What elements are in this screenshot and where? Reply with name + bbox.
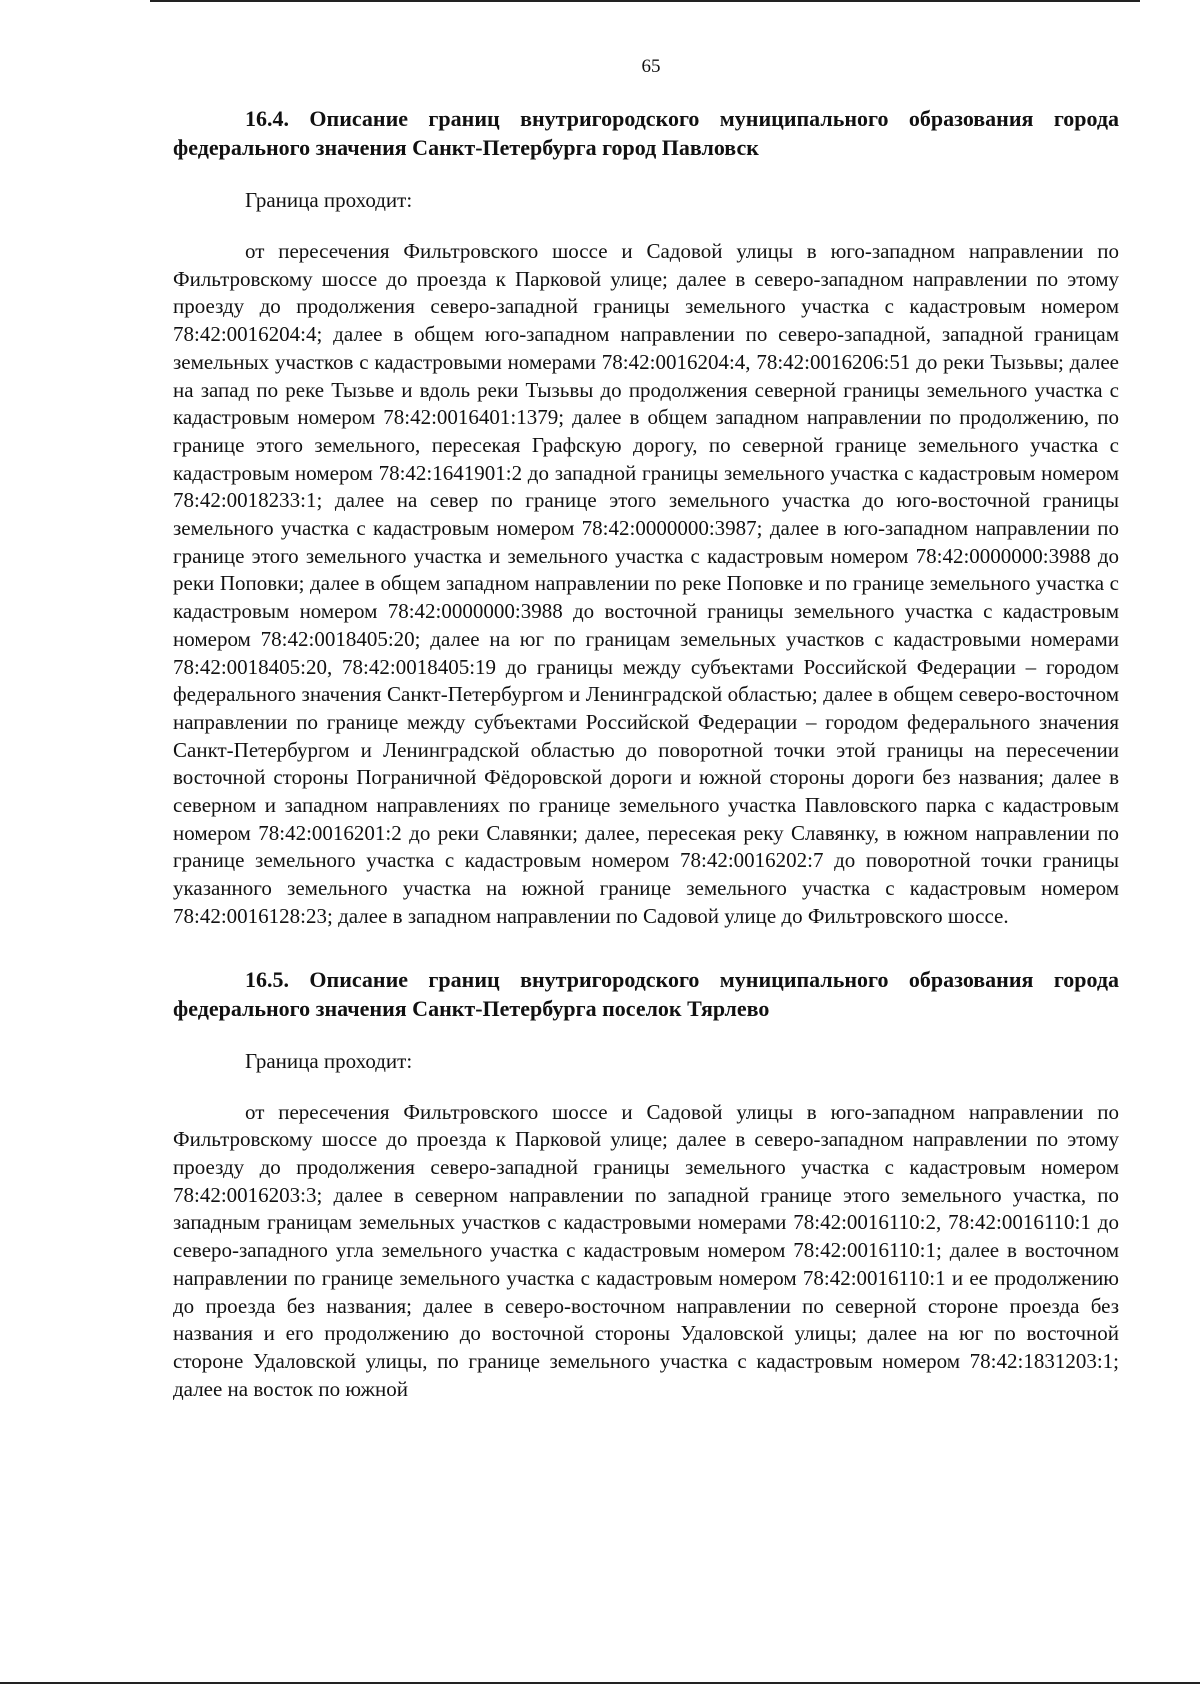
section-intro: Граница проходит: [245, 188, 413, 212]
document-page [173, 56, 1119, 1403]
section-intro: Граница проходит: [245, 1048, 413, 1073]
page-number: 65 [641, 56, 661, 77]
section-body: от пересечения Фильтровского шоссе и Садовой улицы в юго-западном направлении по Фильтровскому шоссе до проезда к Парковой улице; далее в северо-западном направлении по этому проезду до продолжения северо-западной границы земельного участка с кадастровым номером 78:42:0016203:3; далее в северном направлении по западной границе этого земельного участка, по западным границам земельных участков с кадастровыми номерами 78:42:0016110:2, 78:42:0016110:1 до северо-западного угла земельного участка с кадастровым номером 78:42:0016110:1; далее в восточном направлении по границе земельного участка с кадастровым номером 78:42:0016110:1 и ее продолжению до проезда без названия; далее в северо-восточном направлении по северной стороне проезда без названия и его продолжению до восточной стороны Удаловской улицы; далее на юг по восточной стороне Удаловской улицы, по границе земельного участка с кадастровым номером 78:42:1831203:1; далее на восток по южной [173, 1099, 1119, 1401]
section-16-4 [173, 104, 1119, 931]
section-16-5 [173, 965, 1119, 1404]
top-edge-line [150, 0, 1140, 2]
section-heading: 16.4. Описание границ внутригородского муниципального образования города федерального значения Санкт-Петербурга город Павловск [173, 106, 1119, 160]
bottom-edge-line [0, 1682, 1200, 1684]
section-body: от пересечения Фильтровского шоссе и Садовой улицы в юго-западном направлении по Фильтровскому шоссе до проезда к Парковой улице; далее в северо-западном направлении по этому проезду до продолжения северо-западной границы земельного участка с кадастровым номером 78:42:0016204:4; далее в общем юго-западном направлении по северо-западной, западной границам земельных участков с кадастровыми номерами 78:42:0016204:4, 78:42:0016206:51 до реки Тызьвы; далее на запад по реке Тызьве и вдоль реки Тызьвы до продолжения северной границы земельного участка с кадастровым номером 78:42:0016401:1379; далее в общем западном направлении по продолжению, по границе этого земельного, пересекая Графскую дорогу, по северной границе земельного участка с кадастровым номером 78:42:1641901:2 до западной границы земельного участка с кадастровым номером 78:42:0018233:1; далее на север по границе этого земельного участка до юго-восточной границы земельного участка с кадастровым номером 78:42:0000000:3987; далее в юго-западном направлении по границе этого земельного участка и земельного участка с кадастровым номером 78:42:0000000:3988 до реки Поповки; далее в общем западном направлении по реке Поповке и по границе земельного участка с кадастровым номером 78:42:0000000:3988 до восточной границы земельного участка с кадастровым номером 78:42:0018405:20; далее на юг по границам земельных участков с кадастровыми номерами 78:42:0018405:20, 78:42:0018405:19 до границы между субъектами Российской Федерации – городом федерального значения Санкт-Петербургом и Ленинградской областью; далее в общем северо-восточном направлении по границе между субъектами Российской Федерации – городом федерального значения Санкт-Петербургом и Ленинградской областью до поворотной точки этой границы на пересечении восточной стороны Пограничной Фёдоровской дороги и южной стороны дороги без названия; далее в северном и западном направлениях по границе земельного участка Павловского парка с кадастровым номером 78:42:0016201:2 до реки Славянки; далее, пересекая реку Славянку, в южном направлении по границе земельного участка с кадастровым номером 78:42:0016202:7 до поворотной точки границы указанного земельного участка на южной границе земельного участка с кадастровым номером 78:42:0016128:23; далее в западном направлении по Садовой улице до Фильтровского шоссе. [173, 239, 1119, 928]
section-heading: 16.5. Описание границ внутригородского муниципального образования города федерального значения Санкт-Петербурга поселок Тярлево [173, 966, 1119, 1021]
